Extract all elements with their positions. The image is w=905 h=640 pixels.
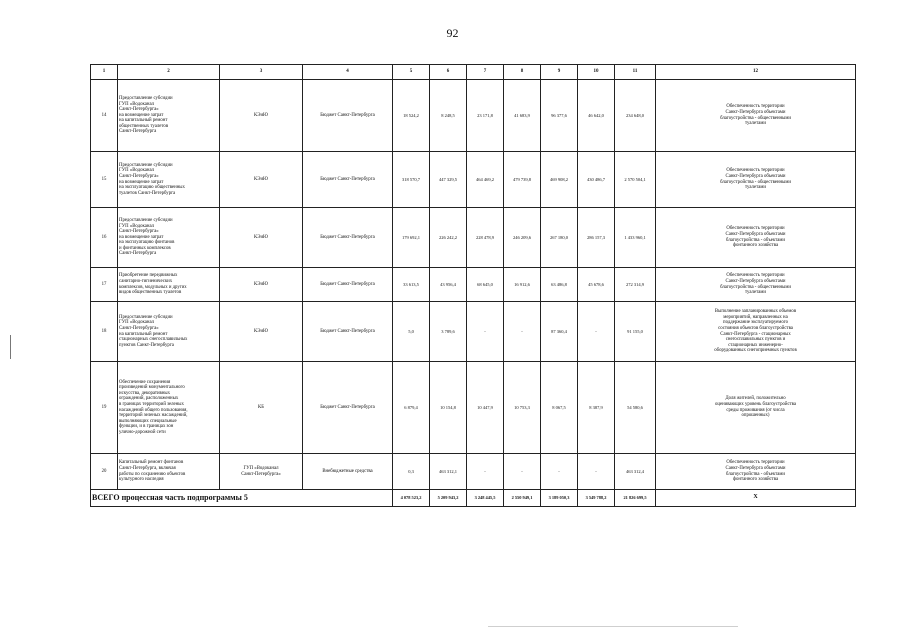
- expected-result: [656, 80, 856, 152]
- funding-value: 3 789,6: [430, 302, 467, 362]
- executor: [220, 80, 303, 152]
- funding-value: 228 478,9: [467, 208, 504, 268]
- cell-text-line: на эксплуатацию фонтанов: [119, 240, 175, 246]
- funding-value: 479 739,8: [504, 152, 541, 208]
- funding-value: 469 908,2: [541, 152, 578, 208]
- cell-text-line: ГУП «Водоканал: [243, 465, 279, 471]
- cell-text-line: Предоставление субсидии: [119, 95, 173, 101]
- cell-text-line: Санкт-Петербурга: [119, 129, 157, 135]
- funding-value: 272 314,9: [615, 268, 656, 302]
- funding-value: 23 171,8: [467, 80, 504, 152]
- cell-text-line: Бюджет Санкт-Петербурга: [320, 112, 375, 118]
- row-number: 18: [91, 302, 118, 362]
- cell-text-line: туалетами: [745, 121, 766, 127]
- row-number: 15: [91, 152, 118, 208]
- cell-text-line: Санкт-Петербурга»: [241, 471, 281, 477]
- col-number: 2: [118, 65, 220, 80]
- cell-text-line: Предоставление субсидии: [119, 217, 173, 223]
- cell-text-line: благоустройства - общественными: [720, 284, 791, 290]
- cell-text-line: общественных туалетов: [119, 123, 169, 129]
- column-number-row: [91, 65, 856, 80]
- col-number: 11: [615, 65, 656, 80]
- total-value: 3 549 788,2: [578, 490, 615, 507]
- cell-text-line: Санкт-Петербурга объектами: [725, 109, 786, 115]
- executor: [220, 268, 303, 302]
- expected-result: [656, 454, 856, 490]
- cell-text-line: Санкт-Петербурга - стационарных: [720, 331, 791, 337]
- activity-description: [118, 152, 220, 208]
- cell-text-line: Предоставление субсидии: [119, 162, 173, 168]
- funding-value: 41 683,9: [504, 80, 541, 152]
- cell-text-line: благоустройства - общественными: [720, 115, 791, 121]
- table-row: [91, 302, 856, 362]
- funding-value: 18 524,2: [393, 80, 430, 152]
- total-row: [91, 490, 856, 507]
- cell-text-line: пунктов Санкт-Петербурга: [119, 342, 174, 348]
- funding-value: 91 155,0: [615, 302, 656, 362]
- funding-source: [303, 208, 393, 268]
- activity-description: [118, 302, 220, 362]
- cell-text-line: Приобретение передвижных: [119, 273, 178, 279]
- funding-value: 5,0: [393, 302, 430, 362]
- funding-source: [303, 302, 393, 362]
- executor: [220, 454, 303, 490]
- funding-value: 447 329,5: [430, 152, 467, 208]
- cell-text-line: оборудованных снегоприемных пунктов: [714, 348, 797, 354]
- funding-value: 179 692,1: [393, 208, 430, 268]
- cell-text-line: Обеспеченность территории: [726, 104, 785, 110]
- total-value: 3 248 445,5: [467, 490, 504, 507]
- cell-text-line: Бюджет Санкт-Петербурга: [320, 176, 375, 182]
- total-value: 3 189 050,3: [541, 490, 578, 507]
- cell-text-line: культурного наследия: [119, 477, 164, 483]
- col-number: 3: [220, 65, 303, 80]
- cell-text-line: стационарных снегосплавильных: [119, 337, 188, 343]
- funding-value: -: [467, 302, 504, 362]
- funding-value: 10 447,9: [467, 362, 504, 454]
- col-number: 1: [91, 65, 118, 80]
- funding-value: 45 678,6: [578, 268, 615, 302]
- page-number: 92: [446, 26, 459, 40]
- cell-text-line: Бюджет Санкт-Петербурга: [320, 404, 375, 410]
- funding-value: 464 469,2: [467, 152, 504, 208]
- cell-text-line: Санкт-Петербурга объектами: [725, 173, 786, 179]
- cell-text-line: Бюджет Санкт-Петербурга: [320, 281, 375, 287]
- total-value: 5 209 943,2: [430, 490, 467, 507]
- total-value: 4 078 523,2: [393, 490, 430, 507]
- cell-text-line: и фонтанных комплексов: [119, 245, 171, 251]
- cell-text-line: Внебюджетные средства: [322, 468, 373, 474]
- table-row: [91, 152, 856, 208]
- col-number: 12: [656, 65, 856, 80]
- funding-source: [303, 152, 393, 208]
- funding-value: 463 312,4: [615, 454, 656, 490]
- cell-text-line: на возмещение затрат: [119, 112, 164, 118]
- funding-value: 6 879,4: [393, 362, 430, 454]
- cell-text-line: на эксплуатацию общественных: [119, 185, 185, 191]
- funding-value: 46 642,0: [578, 80, 615, 152]
- cell-text-line: видов общественных туалетов: [119, 290, 182, 296]
- cell-text-line: Обеспечение сохранения: [119, 379, 171, 385]
- cell-text-line: на капитальный ремонт: [119, 118, 168, 124]
- expected-result: [656, 268, 856, 302]
- activity-description: [118, 362, 220, 454]
- cell-text-line: КЭиЮ: [254, 176, 268, 182]
- cell-text-line: ограждений, расположенных: [119, 396, 179, 402]
- col-number: 5: [393, 65, 430, 80]
- activity-description: [118, 80, 220, 152]
- cell-text-line: благоустройства - объектами: [726, 471, 785, 477]
- funding-source: [303, 454, 393, 490]
- cell-text-line: Бюджет Санкт-Петербурга: [320, 328, 375, 334]
- row-number: 20: [91, 454, 118, 490]
- row-number: 14: [91, 80, 118, 152]
- funding-value: 8 248,5: [430, 80, 467, 152]
- expected-result: [656, 362, 856, 454]
- cell-text-line: на возмещение затрат: [119, 234, 164, 240]
- funding-value: 33 613,5: [393, 268, 430, 302]
- col-number: 4: [303, 65, 393, 80]
- cell-text-line: ГУП «Водоканал: [119, 223, 155, 229]
- cell-text-line: КЭиЮ: [254, 234, 268, 240]
- cell-text-line: Выполнение запланированных объемов: [714, 309, 797, 315]
- funding-value: 68 645,0: [467, 268, 504, 302]
- funding-value: 8 387,9: [578, 362, 615, 454]
- funding-value: 54 580,6: [615, 362, 656, 454]
- executor: [220, 152, 303, 208]
- cell-text-line: насаждений общего пользования,: [119, 407, 188, 413]
- table-row: [91, 80, 856, 152]
- funding-value: 10 753,3: [504, 362, 541, 454]
- table-row: [91, 268, 856, 302]
- cell-text-line: благоустройства - объектами: [726, 237, 785, 243]
- cell-text-line: КБ: [258, 404, 264, 410]
- col-number: 6: [430, 65, 467, 80]
- activity-description: [118, 208, 220, 268]
- funding-value: -: [578, 302, 615, 362]
- cell-text-line: Обеспеченность территории: [726, 226, 785, 232]
- funding-value: 1 433 960,1: [615, 208, 656, 268]
- col-number: 9: [541, 65, 578, 80]
- cell-text-line: Санкт-Петербурга: [119, 251, 157, 257]
- cell-text-line: на возмещение затрат: [119, 179, 164, 185]
- cell-text-line: оценивающих уровень благоустройства: [714, 401, 797, 407]
- funding-value: -: [541, 454, 578, 490]
- funding-value: 226 242,2: [430, 208, 467, 268]
- program-table: [90, 64, 856, 507]
- cell-text-line: работы по сохранению объектов: [119, 471, 186, 477]
- cell-text-line: Санкт-Петербурга»: [119, 229, 159, 235]
- table-row: [91, 454, 856, 490]
- cell-text-line: туалетов Санкт-Петербурга: [119, 190, 176, 196]
- cell-text-line: функции, и в границах зон: [119, 424, 174, 430]
- cell-text-line: КЭиЮ: [254, 112, 268, 118]
- funding-value: -: [504, 454, 541, 490]
- cell-text-line: Обеспеченность территории: [726, 460, 785, 466]
- funding-value: 96 377,6: [541, 80, 578, 152]
- cell-text-line: в границах территорий зеленых: [119, 401, 184, 407]
- total-value: 2 550 949,1: [504, 490, 541, 507]
- funding-value: 286 157,3: [578, 208, 615, 268]
- funding-value: 16 912,6: [504, 268, 541, 302]
- col-number: 8: [504, 65, 541, 80]
- cell-text-line: поддержание эксплуатируемого: [723, 320, 788, 326]
- cell-text-line: Капитальный ремонт фонтанов: [119, 460, 184, 466]
- funding-value: 463 312,1: [430, 454, 467, 490]
- activity-description: [118, 268, 220, 302]
- cell-text-line: фонтанного хозяйства: [732, 477, 779, 483]
- expected-result: [656, 152, 856, 208]
- row-number: 19: [91, 362, 118, 454]
- cell-text-line: Санкт-Петербурга объектами: [725, 231, 786, 237]
- col-number: 10: [578, 65, 615, 80]
- cell-text-line: опрошенных): [741, 413, 770, 419]
- cell-text-line: Санкт-Петербурга»: [119, 173, 159, 179]
- funding-source: [303, 268, 393, 302]
- funding-value: 10 154,8: [430, 362, 467, 454]
- cell-text-line: улично-дорожной сети: [119, 429, 166, 435]
- expected-result: [656, 302, 856, 362]
- margin-mark: [10, 335, 11, 359]
- cell-text-line: Доля жителей, положительно: [725, 396, 786, 402]
- cell-text-line: на капитальный ремонт: [119, 331, 168, 337]
- cell-text-line: стационарных инженерно-: [728, 342, 783, 348]
- cell-text-line: выполняющих специальные: [119, 418, 177, 424]
- cell-text-line: благоустройства - общественными: [720, 179, 791, 185]
- funding-value: 63 486,8: [541, 268, 578, 302]
- cell-text-line: Обеспеченность территории: [726, 273, 785, 279]
- funding-value: 267 180,0: [541, 208, 578, 268]
- executor: [220, 302, 303, 362]
- activity-description: [118, 454, 220, 490]
- expected-result: [656, 208, 856, 268]
- funding-source: [303, 80, 393, 152]
- funding-value: 318 570,7: [393, 152, 430, 208]
- scan-edge-line: [488, 626, 738, 627]
- cell-text-line: состояния объектов благоустройства: [718, 325, 793, 331]
- cell-text-line: Санкт-Петербурга»: [119, 107, 159, 113]
- funding-value: 2 570 504,1: [615, 152, 656, 208]
- row-number: 17: [91, 268, 118, 302]
- cell-text-line: КЭиЮ: [254, 328, 268, 334]
- table-row: [91, 208, 856, 268]
- funding-value: -: [504, 302, 541, 362]
- cell-text-line: среды проживания (от числа: [726, 407, 785, 413]
- cell-text-line: Санкт-Петербурга»: [119, 325, 159, 331]
- col-number: 7: [467, 65, 504, 80]
- cell-text-line: санитарно-гигиенических: [119, 278, 173, 284]
- funding-source: [303, 362, 393, 454]
- row-number: 16: [91, 208, 118, 268]
- cell-text-line: искусства, декоративных: [119, 390, 171, 396]
- cell-text-line: Санкт-Петербурга объектами: [725, 465, 786, 471]
- executor: [220, 362, 303, 454]
- cell-text-line: ГУП «Водоканал: [119, 101, 155, 107]
- total-value: 21 826 699,5: [615, 490, 656, 507]
- cell-text-line: КЭиЮ: [254, 281, 268, 287]
- executor: [220, 208, 303, 268]
- cell-text-line: ГУП «Водоканал: [119, 168, 155, 174]
- cell-text-line: произведений монументального: [119, 385, 185, 391]
- funding-value: 87 360,4: [541, 302, 578, 362]
- total-result: Х: [656, 490, 856, 507]
- cell-text-line: территорий зеленых насаждений,: [119, 413, 188, 419]
- cell-text-line: комплексов, модульных и других: [119, 284, 187, 290]
- funding-value: -: [578, 454, 615, 490]
- funding-value: 246 209,6: [504, 208, 541, 268]
- cell-text-line: туалетами: [745, 290, 766, 296]
- funding-value: 43 956,4: [430, 268, 467, 302]
- total-label: ВСЕГО процессная часть подпрограммы 5: [91, 490, 393, 507]
- cell-text-line: фонтанного хозяйства: [732, 243, 779, 249]
- cell-text-line: Обеспеченность территории: [726, 168, 785, 174]
- funding-value: 430 486,7: [578, 152, 615, 208]
- cell-text-line: туалетами: [745, 185, 766, 191]
- funding-value: 0,3: [393, 454, 430, 490]
- cell-text-line: ГУП «Водоканал: [119, 320, 155, 326]
- cell-text-line: Предоставление субсидии: [119, 314, 173, 320]
- cell-text-line: снегосплавильных пунктов и: [725, 337, 786, 343]
- funding-value: 234 648,0: [615, 80, 656, 152]
- cell-text-line: Бюджет Санкт-Петербурга: [320, 234, 375, 240]
- funding-value: -: [467, 454, 504, 490]
- cell-text-line: Санкт-Петербурга, включая: [119, 465, 176, 471]
- funding-value: 8 067,5: [541, 362, 578, 454]
- cell-text-line: мероприятий, направленных на: [723, 314, 788, 320]
- cell-text-line: Санкт-Петербурга объектами: [725, 278, 786, 284]
- table-row: [91, 362, 856, 454]
